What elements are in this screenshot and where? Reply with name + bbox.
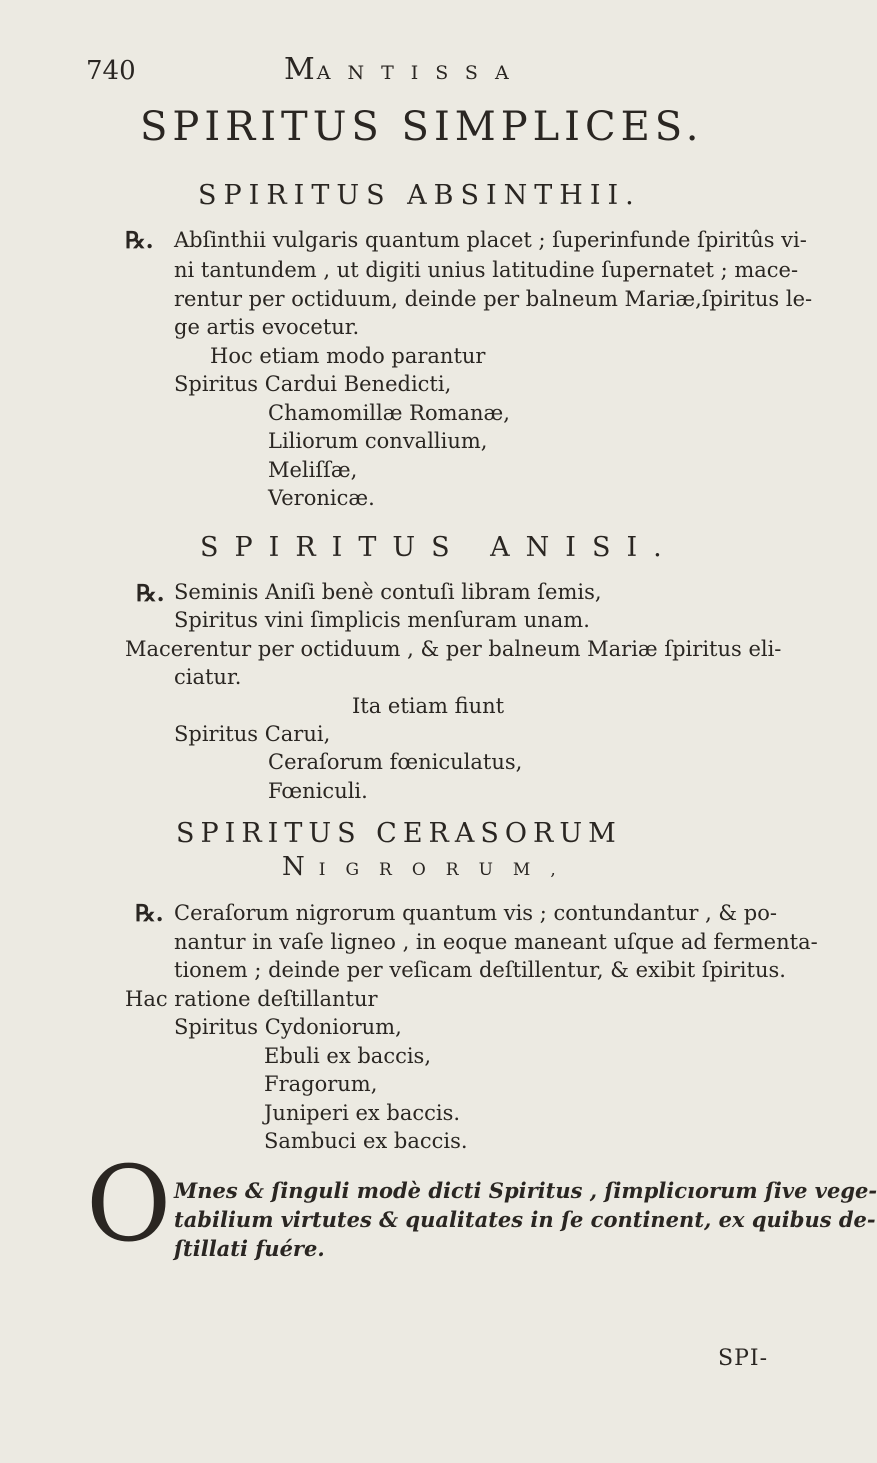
recipe-symbol: ℞. — [135, 900, 164, 927]
section-title-anisi: SPIRITUS ANISI. — [200, 532, 678, 563]
recipe-line: Seminis Aniſi benè contuſi libram ſemis, — [174, 580, 602, 604]
closing-line: ſtillati fuére. — [174, 1236, 325, 1261]
catchword: SPI- — [718, 1346, 768, 1371]
recipe-line: rentur per octiduum, deinde per balneum Mariæ,ſpiritus le- — [174, 287, 813, 311]
list-item: Spiritus Carui, — [174, 722, 331, 746]
recipe-line: ge artis evocetur. — [174, 315, 360, 339]
also-intro: Ita etiam fiunt — [352, 694, 505, 718]
section-title-absinthii: SPIRITUS ABSINTHII. — [198, 180, 641, 211]
list-item: Juniperi ex baccis. — [264, 1101, 461, 1125]
subtitle-rest: IGRORUM, — [318, 860, 576, 880]
drop-cap: O — [86, 1143, 172, 1265]
list-item: Ebuli ex baccis, — [264, 1044, 432, 1068]
list-item: Chamomillæ Romanæ, — [268, 401, 510, 425]
also-intro: Hac ratione deſtillantur — [125, 987, 378, 1011]
recipe-line: Abſinthii vulgaris quantum placet ; ſuperinfunde ſpiritûs vi- — [174, 228, 807, 252]
recipe-symbol: ℞. — [136, 580, 165, 607]
recipe-line: Ceraſorum nigrorum quantum vis ; contundantur , & po- — [174, 901, 777, 925]
list-item: Fœniculi. — [268, 779, 368, 803]
running-head-initial: M — [284, 52, 317, 87]
closing-line: tabilium virtutes & qualitates in ſe continent, ex quibus de- — [174, 1207, 876, 1232]
list-item: Ceraſorum fœniculatus, — [268, 750, 523, 774]
recipe-line: ciatur. — [174, 665, 242, 689]
section-title-cerasorum: SPIRITUS CERASORUM — [176, 818, 622, 849]
list-item: Spiritus Cardui Benedicti, — [174, 372, 452, 396]
recipe-line: nantur in vaſe ligneo , in eoque maneant uſque ad fermenta- — [174, 930, 818, 954]
closing-line: Mnes & ſinguli modè dicti Spiritus , ſimplicıorum ſive vege- — [174, 1178, 877, 1203]
recipe-line: Spiritus vini ſimplicis menſuram unam. — [174, 608, 590, 632]
running-head-rest: ANTISSA — [316, 62, 526, 84]
recipe-line: tionem ; deinde per veſicam deſtillentur, & exibit ſpiritus. — [174, 958, 786, 982]
list-item: Spiritus Cydoniorum, — [174, 1015, 402, 1039]
recipe-line: ni tantundem , ut digiti unius latitudine ſupernatet ; mace- — [174, 258, 799, 282]
subtitle-initial: N — [282, 852, 305, 882]
running-head — [284, 52, 526, 87]
main-title: SPIRITUS SIMPLICES. — [140, 104, 704, 150]
section-subtitle — [282, 852, 576, 882]
list-item: Fragorum, — [264, 1072, 378, 1096]
list-item: Sambuci ex baccis. — [264, 1129, 468, 1153]
list-item: Liliorum convallium, — [268, 429, 488, 453]
recipe-line: Macerentur per octiduum , & per balneum Mariæ ſpiritus eli- — [125, 637, 782, 661]
list-item: Veronicæ. — [268, 486, 375, 510]
recipe-symbol: ℞. — [125, 227, 154, 254]
also-intro: Hoc etiam modo parantur — [210, 344, 486, 368]
page-number: 740 — [86, 56, 136, 86]
list-item: Meliſſæ, — [268, 458, 358, 482]
